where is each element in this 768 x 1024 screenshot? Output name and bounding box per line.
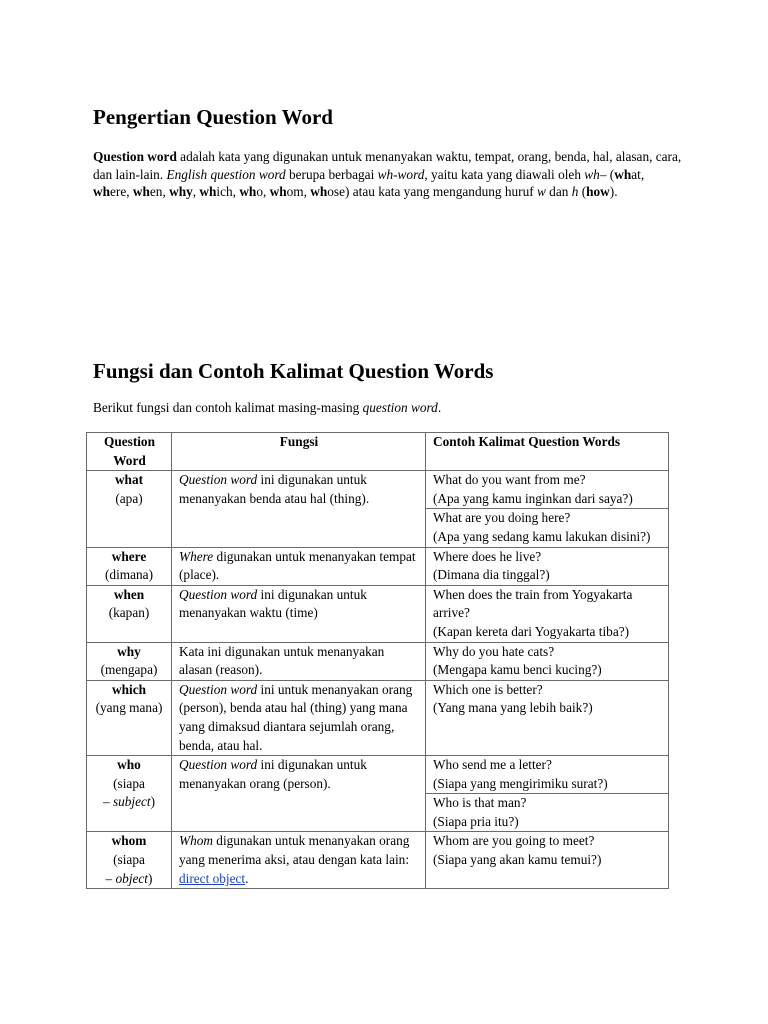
table-row [87, 547, 669, 585]
header-question-word: Question Word [87, 433, 172, 471]
direct-object-link[interactable]: direct object [179, 870, 246, 886]
word-cell: where (dimana) [87, 547, 172, 585]
word-cell: who (siapa – subject) [87, 756, 172, 832]
example-cell: Who send me a letter? (Siapa yang mengirimiku surat?) [426, 756, 669, 794]
table-header-row [87, 433, 669, 471]
word-cell: whom (siapa – object) [87, 832, 172, 889]
fungsi-cell: Question word ini digunakan untuk menanyakan waktu (time) [172, 585, 426, 642]
example-cell: Whom are you going to meet? (Siapa yang akan kamu temui?) [426, 832, 669, 889]
table-row [87, 642, 669, 680]
question-words-table [86, 432, 669, 889]
fungsi-cell: Question word ini digunakan untuk menanyakan benda atau hal (thing). [172, 471, 426, 547]
table-row [87, 756, 669, 794]
fungsi-cell: Where digunakan untuk menanyakan tempat (place). [172, 547, 426, 585]
example-cell: What are you doing here? (Apa yang sedang kamu lakukan disini?) [426, 509, 669, 547]
example-cell: Who is that man? (Siapa pria itu?) [426, 794, 669, 832]
header-fungsi: Fungsi [172, 433, 426, 471]
word-cell: why (mengapa) [87, 642, 172, 680]
example-cell: Which one is better? (Yang mana yang lebih baik?) [426, 680, 669, 755]
table-row [87, 471, 669, 509]
lead-paragraph: Berikut fungsi dan contoh kalimat masing-masing question word. [93, 400, 442, 415]
table-row [87, 680, 669, 755]
example-cell: Why do you hate cats? (Mengapa kamu benci kucing?) [426, 642, 669, 680]
example-cell: When does the train from Yogyakarta arrive? (Kapan kereta dari Yogyakarta tiba?) [426, 585, 669, 642]
fungsi-cell: Whom digunakan untuk menanyakan orang yang menerima aksi, atau dengan kata lain: direct object. [172, 832, 426, 889]
table-row [87, 585, 669, 642]
word-cell: which (yang mana) [87, 680, 172, 755]
word-cell: what (apa) [87, 471, 172, 547]
fungsi-cell: Question word ini untuk menanyakan orang (person), benda atau hal (thing) yang mana yang dimaksud diantara sejumlah orang, benda, atau hal. [172, 680, 426, 755]
term-question-word: Question word [93, 149, 177, 164]
word-cell: when (kapan) [87, 585, 172, 642]
fungsi-cell: Kata ini digunakan untuk menanyakan alasan (reason). [172, 642, 426, 680]
section-title-pengertian: Pengertian Question Word [93, 105, 333, 129]
table-row [87, 832, 669, 889]
example-cell: What do you want from me? (Apa yang kamu inginkan dari saya?) [426, 471, 669, 509]
example-cell: Where does he live? (Dimana dia tinggal?) [426, 547, 669, 585]
header-contoh: Contoh Kalimat Question Words [426, 433, 669, 471]
fungsi-cell: Question word ini digunakan untuk menanyakan orang (person). [172, 756, 426, 832]
intro-paragraph: Question word adalah kata yang digunakan untuk menanyakan waktu, tempat, orang, benda, hal, alasan, cara, dan lain-lain. English question word berupa berbagai wh-word, yaitu kata yang diawali oleh wh– (what, where, when, why, which, who, whom, whose) atau kata yang mengandung huruf w dan h (how). [93, 149, 682, 199]
section-title-fungsi: Fungsi dan Contoh Kalimat Question Words [93, 359, 494, 383]
